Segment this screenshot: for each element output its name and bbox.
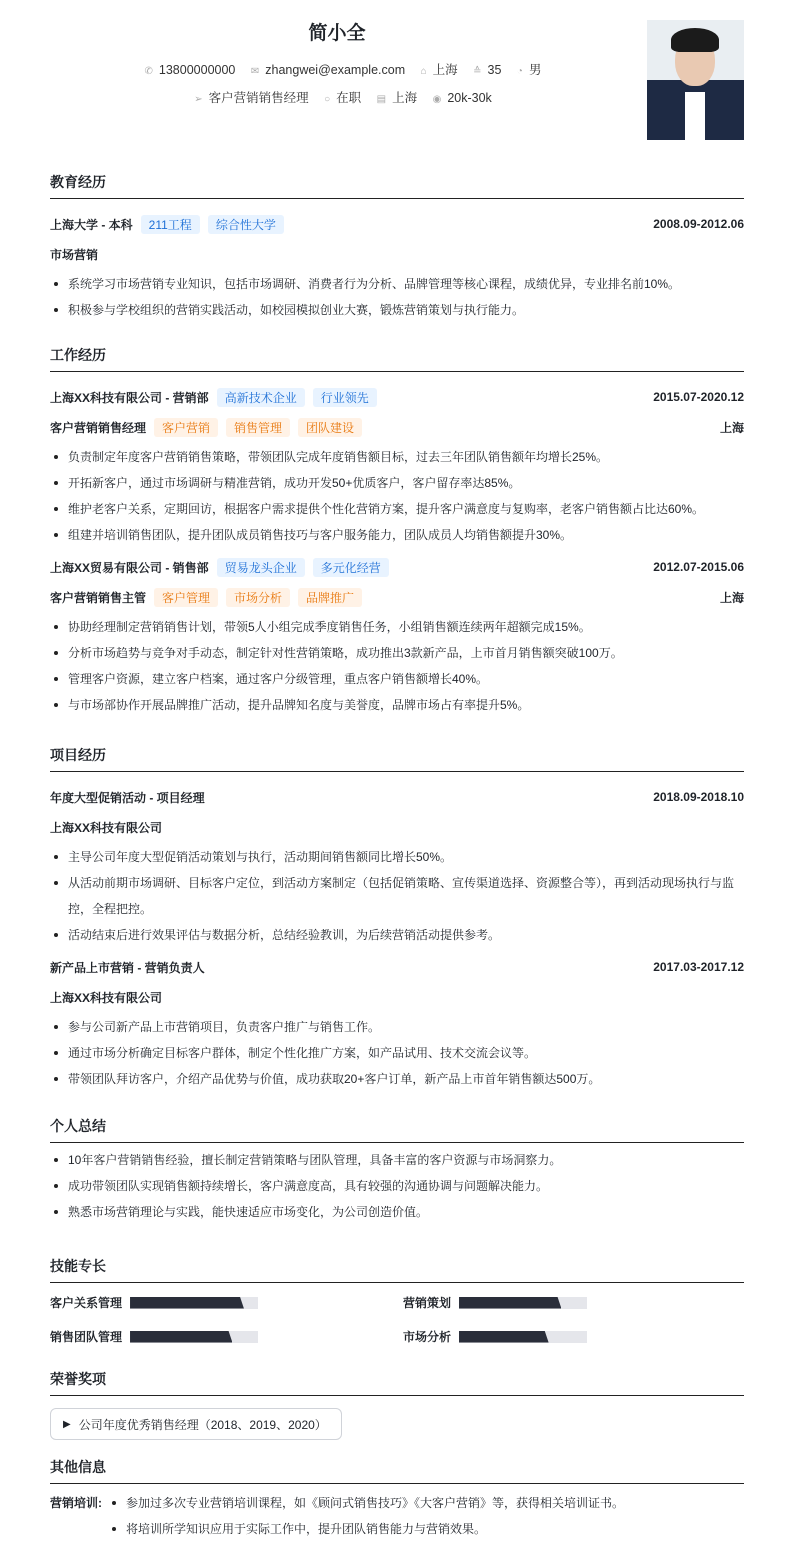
tag: 贸易龙头企业	[217, 558, 305, 577]
skill-bar-fill	[459, 1331, 549, 1343]
company: 上海XX贸易有限公司 - 销售部	[50, 560, 209, 575]
location: 上海	[719, 420, 744, 435]
list-item: 负责制定年度客户营销销售策略，带领团队完成年度销售额目标，过去三年团队销售额年均增长25%。	[50, 444, 744, 470]
skill-bar	[130, 1297, 258, 1309]
tag: 行业领先	[313, 388, 377, 407]
company-row	[50, 554, 744, 580]
tag: 团队建设	[298, 418, 362, 437]
role: 客户营销销售经理	[50, 420, 147, 435]
list-item: 维护老客户关系，定期回访，根据客户需求提供个性化营销方案，提升客户满意度与复购率，老客户销售额占比达60%。	[50, 496, 744, 522]
summary-section	[50, 1116, 744, 1225]
salary-icon: ◉	[432, 94, 442, 105]
tag: 综合性大学	[208, 215, 284, 234]
job-intent-line	[0, 88, 674, 106]
work-item	[50, 384, 744, 548]
project-name: 年度大型促销活动 - 项目经理	[50, 790, 205, 805]
skill-bar-fill	[130, 1331, 232, 1343]
section-title: 工作经历	[50, 345, 744, 372]
email-icon: ✉	[250, 66, 260, 77]
skill-bar-fill	[459, 1297, 561, 1309]
resume-header	[0, 0, 794, 150]
age-icon: ≙	[473, 66, 482, 77]
city: 上海	[432, 63, 458, 77]
work-section	[50, 345, 744, 718]
email: zhangwei@example.com	[265, 63, 406, 77]
section-title: 项目经历	[50, 745, 744, 772]
candidate-name: 简小全	[308, 23, 366, 44]
list-item: 参与公司新产品上市营销项目，负责客户推广与销售工作。	[50, 1014, 744, 1040]
date: 2017.03-2017.12	[653, 960, 744, 974]
list-item: 系统学习市场营销专业知识，包括市场调研、消费者行为分析、品牌管理等核心课程，成绩优异，专业排名前10%。	[50, 271, 744, 297]
salary: 20k-30k	[447, 91, 492, 105]
list-item: 协助经理制定营销销售计划，带领5人小组完成季度销售任务，小组销售额连续两年超额完成15%。	[50, 614, 744, 640]
skill-item	[403, 1328, 587, 1345]
project-name: 新产品上市营销 - 营销负责人	[50, 960, 205, 975]
status-icon: ○	[324, 94, 331, 105]
list-item: 成功带领团队实现销售额持续增长，客户满意度高，具有较强的沟通协调与问题解决能力。	[50, 1173, 744, 1199]
skill-name: 市场分析	[403, 1330, 452, 1344]
tag: 销售管理	[226, 418, 290, 437]
bullet-list	[50, 844, 744, 948]
award-item[interactable]	[50, 1408, 342, 1440]
project-row	[50, 784, 744, 810]
education-section	[50, 172, 744, 323]
tag: 211工程	[141, 215, 200, 234]
section-title: 技能专长	[50, 1256, 744, 1283]
skills-section	[50, 1256, 744, 1356]
tag: 客户管理	[154, 588, 218, 607]
list-item: 与市场部协作开展品牌推广活动，提升品牌知名度与美誉度，品牌市场占有率提升5%。	[50, 692, 744, 718]
tag: 市场分析	[226, 588, 290, 607]
date: 2018.09-2018.10	[653, 790, 744, 804]
list-item: 分析市场趋势与竞争对手动态，制定针对性营销策略，成功推出3款新产品，上市首月销售额突破100万。	[50, 640, 744, 666]
skill-bar-fill	[130, 1297, 244, 1309]
gender: 男	[528, 63, 542, 77]
project-company: 上海XX科技有限公司	[50, 820, 163, 835]
section-title: 其他信息	[50, 1457, 744, 1484]
target-city: 上海	[392, 91, 418, 105]
skill-name: 客户关系管理	[50, 1296, 123, 1310]
company-row	[50, 384, 744, 410]
profile-photo	[647, 20, 744, 140]
list-item: 管理客户资源，建立客户档案，通过客户分级管理，重点客户销售额增长40%。	[50, 666, 744, 692]
skill-item	[50, 1328, 258, 1345]
list-item: 组建并培训销售团队，提升团队成员销售技巧与客户服务能力，团队成员人均销售额提升30%。	[50, 522, 744, 548]
list-item: 活动结束后进行效果评估与数据分析，总结经验教训，为后续营销活动提供参考。	[50, 922, 744, 948]
list-item: 积极参与学校组织的营销实践活动，如校园模拟创业大赛，锻炼营销策划与执行能力。	[50, 297, 744, 323]
age: 35	[487, 63, 502, 77]
list-item: 参加过多次专业营销培训课程，如《顾问式销售技巧》《大客户营销》等，获得相关培训证书。	[108, 1490, 624, 1516]
skill-bar	[459, 1297, 587, 1309]
tag: 高新技术企业	[217, 388, 305, 407]
list-item: 10年客户营销销售经验，擅长制定营销策略与团队管理，具备丰富的客户资源与市场洞察力。	[50, 1147, 744, 1173]
skill-item	[403, 1294, 587, 1311]
contact-line	[0, 60, 674, 78]
skill-name: 销售团队管理	[50, 1330, 123, 1344]
job-status: 在职	[336, 91, 362, 105]
list-item: 熟悉市场营销理论与实践，能快速适应市场变化，为公司创造价值。	[50, 1199, 744, 1225]
project-section	[50, 745, 744, 1092]
phone: 13800000000	[158, 63, 236, 77]
target-position: 客户营销销售经理	[208, 91, 309, 105]
major: 市场营销	[50, 247, 99, 262]
skill-bar	[459, 1331, 587, 1343]
awards-section	[50, 1369, 744, 1440]
date: 2012.07-2015.06	[653, 560, 744, 574]
list-item: 通过市场分析确定目标客户群体，制定个性化推广方案，如产品试用、技术交流会议等。	[50, 1040, 744, 1066]
skill-bar	[130, 1331, 258, 1343]
expand-triangle-icon: ▶	[63, 1418, 71, 1430]
role-row	[50, 584, 744, 610]
tag: 客户营销	[154, 418, 218, 437]
list-item: 开拓新客户，通过市场调研与精准营销，成功开发50+优质客户，客户留存率达85%。	[50, 470, 744, 496]
home-icon: ⌂	[420, 66, 427, 77]
building-icon: ▤	[376, 94, 387, 105]
section-title: 教育经历	[50, 172, 744, 199]
project-item	[50, 954, 744, 1092]
role-row	[50, 414, 744, 440]
project-item	[50, 784, 744, 948]
project-company: 上海XX科技有限公司	[50, 990, 163, 1005]
list-item: 带领团队拜访客户，介绍产品优势与价值，成功获取20+客户订单，新产品上市首年销售额达500万。	[50, 1066, 744, 1092]
role: 客户营销销售主管	[50, 590, 147, 605]
other-label: 营销培训:	[50, 1496, 102, 1510]
gender-icon: ◔	[516, 66, 523, 77]
bullet-list	[50, 444, 744, 548]
skill-name: 营销策划	[403, 1296, 452, 1310]
section-title: 荣誉奖项	[50, 1369, 744, 1396]
work-item	[50, 554, 744, 718]
project-row	[50, 954, 744, 980]
phone-icon: ✆	[144, 66, 153, 77]
location: 上海	[719, 590, 744, 605]
company: 上海XX科技有限公司 - 营销部	[50, 390, 209, 405]
other-section	[50, 1457, 744, 1542]
skill-item	[50, 1294, 258, 1311]
date: 2015.07-2020.12	[653, 390, 744, 404]
award-text: 公司年度优秀销售经理（2018、2019、2020）	[78, 1417, 327, 1432]
bullet-list	[50, 1014, 744, 1092]
list-item: 从活动前期市场调研、目标客户定位，到活动方案制定（包括促销策略、宣传渠道选择、资源整合等），再到活动现场执行与监控，全程把控。	[50, 870, 744, 922]
section-title: 个人总结	[50, 1116, 744, 1143]
list-item: 主导公司年度大型促销活动策划与执行，活动期间销售额同比增长50%。	[50, 844, 744, 870]
date: 2008.09-2012.06	[653, 217, 744, 231]
tag: 品牌推广	[298, 588, 362, 607]
bullet-list	[50, 614, 744, 718]
send-icon: ➢	[194, 94, 203, 105]
list-item: 将培训所学知识应用于实际工作中，提升团队销售能力与营销效果。	[108, 1516, 624, 1542]
school: 上海大学 - 本科	[50, 217, 133, 232]
tag: 多元化经营	[313, 558, 389, 577]
